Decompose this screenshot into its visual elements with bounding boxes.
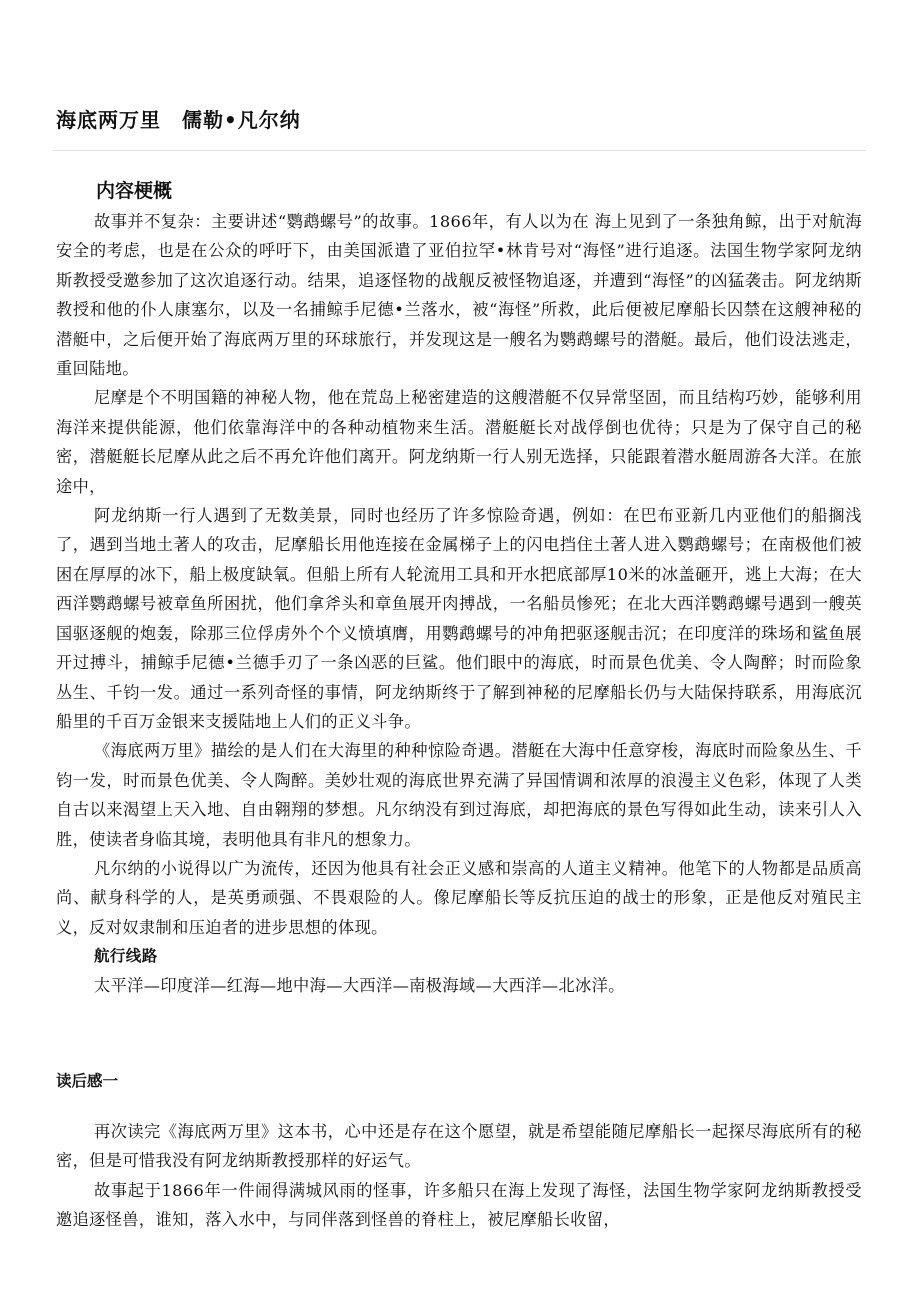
reflection-section (56, 1117, 862, 1235)
reflection-paragraph: 故事起于1866年一件闹得满城风雨的怪事，许多船只在海上发现了海怪，法国生物学家阿龙纳斯教授受邀追逐怪兽，谁知，落入水中，与同伴落到怪兽的脊柱上，被尼摩船长收留， (56, 1180, 862, 1230)
route-heading: 航行线路 (94, 947, 158, 966)
document-title: 海底两万里 儒勒•凡尔纳 (56, 108, 301, 132)
summary-paragraph: 凡尔纳的小说得以广为流传，还因为他具有社会正义感和崇高的人道主义精神。他笔下的人物都是品质高尚、献身科学的人，是英勇顽强、不畏艰险的人。像尼摩船长等反抗压迫的战士的形象，正是他反对殖民主义，反对奴隶制和压迫者的进步思想的体现。 (56, 858, 862, 937)
summary-paragraph: 尼摩是个不明国籍的神秘人物，他在荒岛上秘密建造的这艘潜艇不仅异常坚固，而且结构巧妙，能够利用海洋来提供能源，他们依靠海洋中的各种动植物来生活。潜艇艇长对战俘倒也优待；只是为了保守自己的秘密，潜艇艇长尼摩从此之后不再允许他们离开。阿龙纳斯一行人别无选择，只能跟着潜水艇周游各大洋。在旅途中， (56, 388, 862, 496)
summary-paragraph: 《海底两万里》描绘的是人们在大海里的种种惊险奇遇。潜艇在大海中任意穿梭，海底时而险象丛生、千钧一发，时而景色优美、令人陶醉。美妙壮观的海底世界充满了异国情调和浓厚的浪漫主义色彩，体现了人类自古以来渴望上天入地、自由翱翔的梦想。凡尔纳没有到过海底，却把海底的景色写得如此生动，读来引人入胜，使读者身临其境，表明他具有非凡的想象力。 (56, 741, 862, 849)
reflection-paragraph: 再次读完《海底两万里》这本书，心中还是存在这个愿望，就是希望能随尼摩船长一起探尽海底所有的秘密，但是可惜我没有阿龙纳斯教授那样的好运气。 (56, 1122, 862, 1171)
summary-paragraph: 故事并不复杂：主要讲述“鹦鹉螺号”的故事。1866年，有人以为在 海上见到了一条独角鲸，出于对航海安全的考虑，也是在公众的呼吁下，由美国派遣了亚伯拉罕•林肯号对“海怪”进行追逐。法国生物学家阿龙纳斯教授受邀参加了这次追逐行动。结果，追逐怪物的战舰反被怪物追逐，并遭到“海怪”的凶猛袭击。阿龙纳斯教授和他的仆人康塞尔，以及一名捕鲸手尼德•兰落水，被“海怪”所救，此后便被尼摩船长囚禁在这艘神秘的潜艇中，之后便开始了海底两万里的环球旅行，并发现这是一艘名为鹦鹉螺号的潜艇。最后，他们设法逃走，重回陆地。 (56, 212, 862, 379)
route-text: 太平洋—印度洋—红海—地中海—大西洋—南极海域—大西洋—北冰洋。 (94, 976, 625, 996)
title-divider (52, 150, 866, 151)
summary-section (56, 207, 862, 1001)
summary-heading: 内容梗概 (96, 180, 173, 202)
reflection-heading: 读后感一 (56, 1072, 119, 1090)
summary-paragraph: 阿龙纳斯一行人遇到了无数美景，同时也经历了许多惊险奇遇，例如：在巴布亚新几内亚他们的船搁浅了，遇到当地土著人的攻击，尼摩船长用他连接在金属梯子上的闪电挡住土著人进入鹦鹉螺号；在南极他们被困在厚厚的冰下，船上极度缺氧。但船上所有人轮流用工具和开水把底部厚10米的冰盖砸开，逃上大海；在大西洋鹦鹉螺号被章鱼所困扰，他们拿斧头和章鱼展开肉搏战，一名船员惨死；在北大西洋鹦鹉螺号遇到一艘英国驱逐舰的炮轰，除那三位俘虏外个个义愤填膺，用鹦鹉螺号的冲角把驱逐舰击沉；在印度洋的珠场和鲨鱼展开过搏斗，捕鲸手尼德•兰德手刃了一条凶恶的巨鲨。他们眼中的海底，时而景色优美、令人陶醉；时而险象丛生、千钧一发。通过一系列奇怪的事情，阿龙纳斯终于了解到神秘的尼摩船长仍与大陆保持联系，用海底沉船里的千百万金银来支援陆地上人们的正义斗争。 (56, 506, 862, 731)
